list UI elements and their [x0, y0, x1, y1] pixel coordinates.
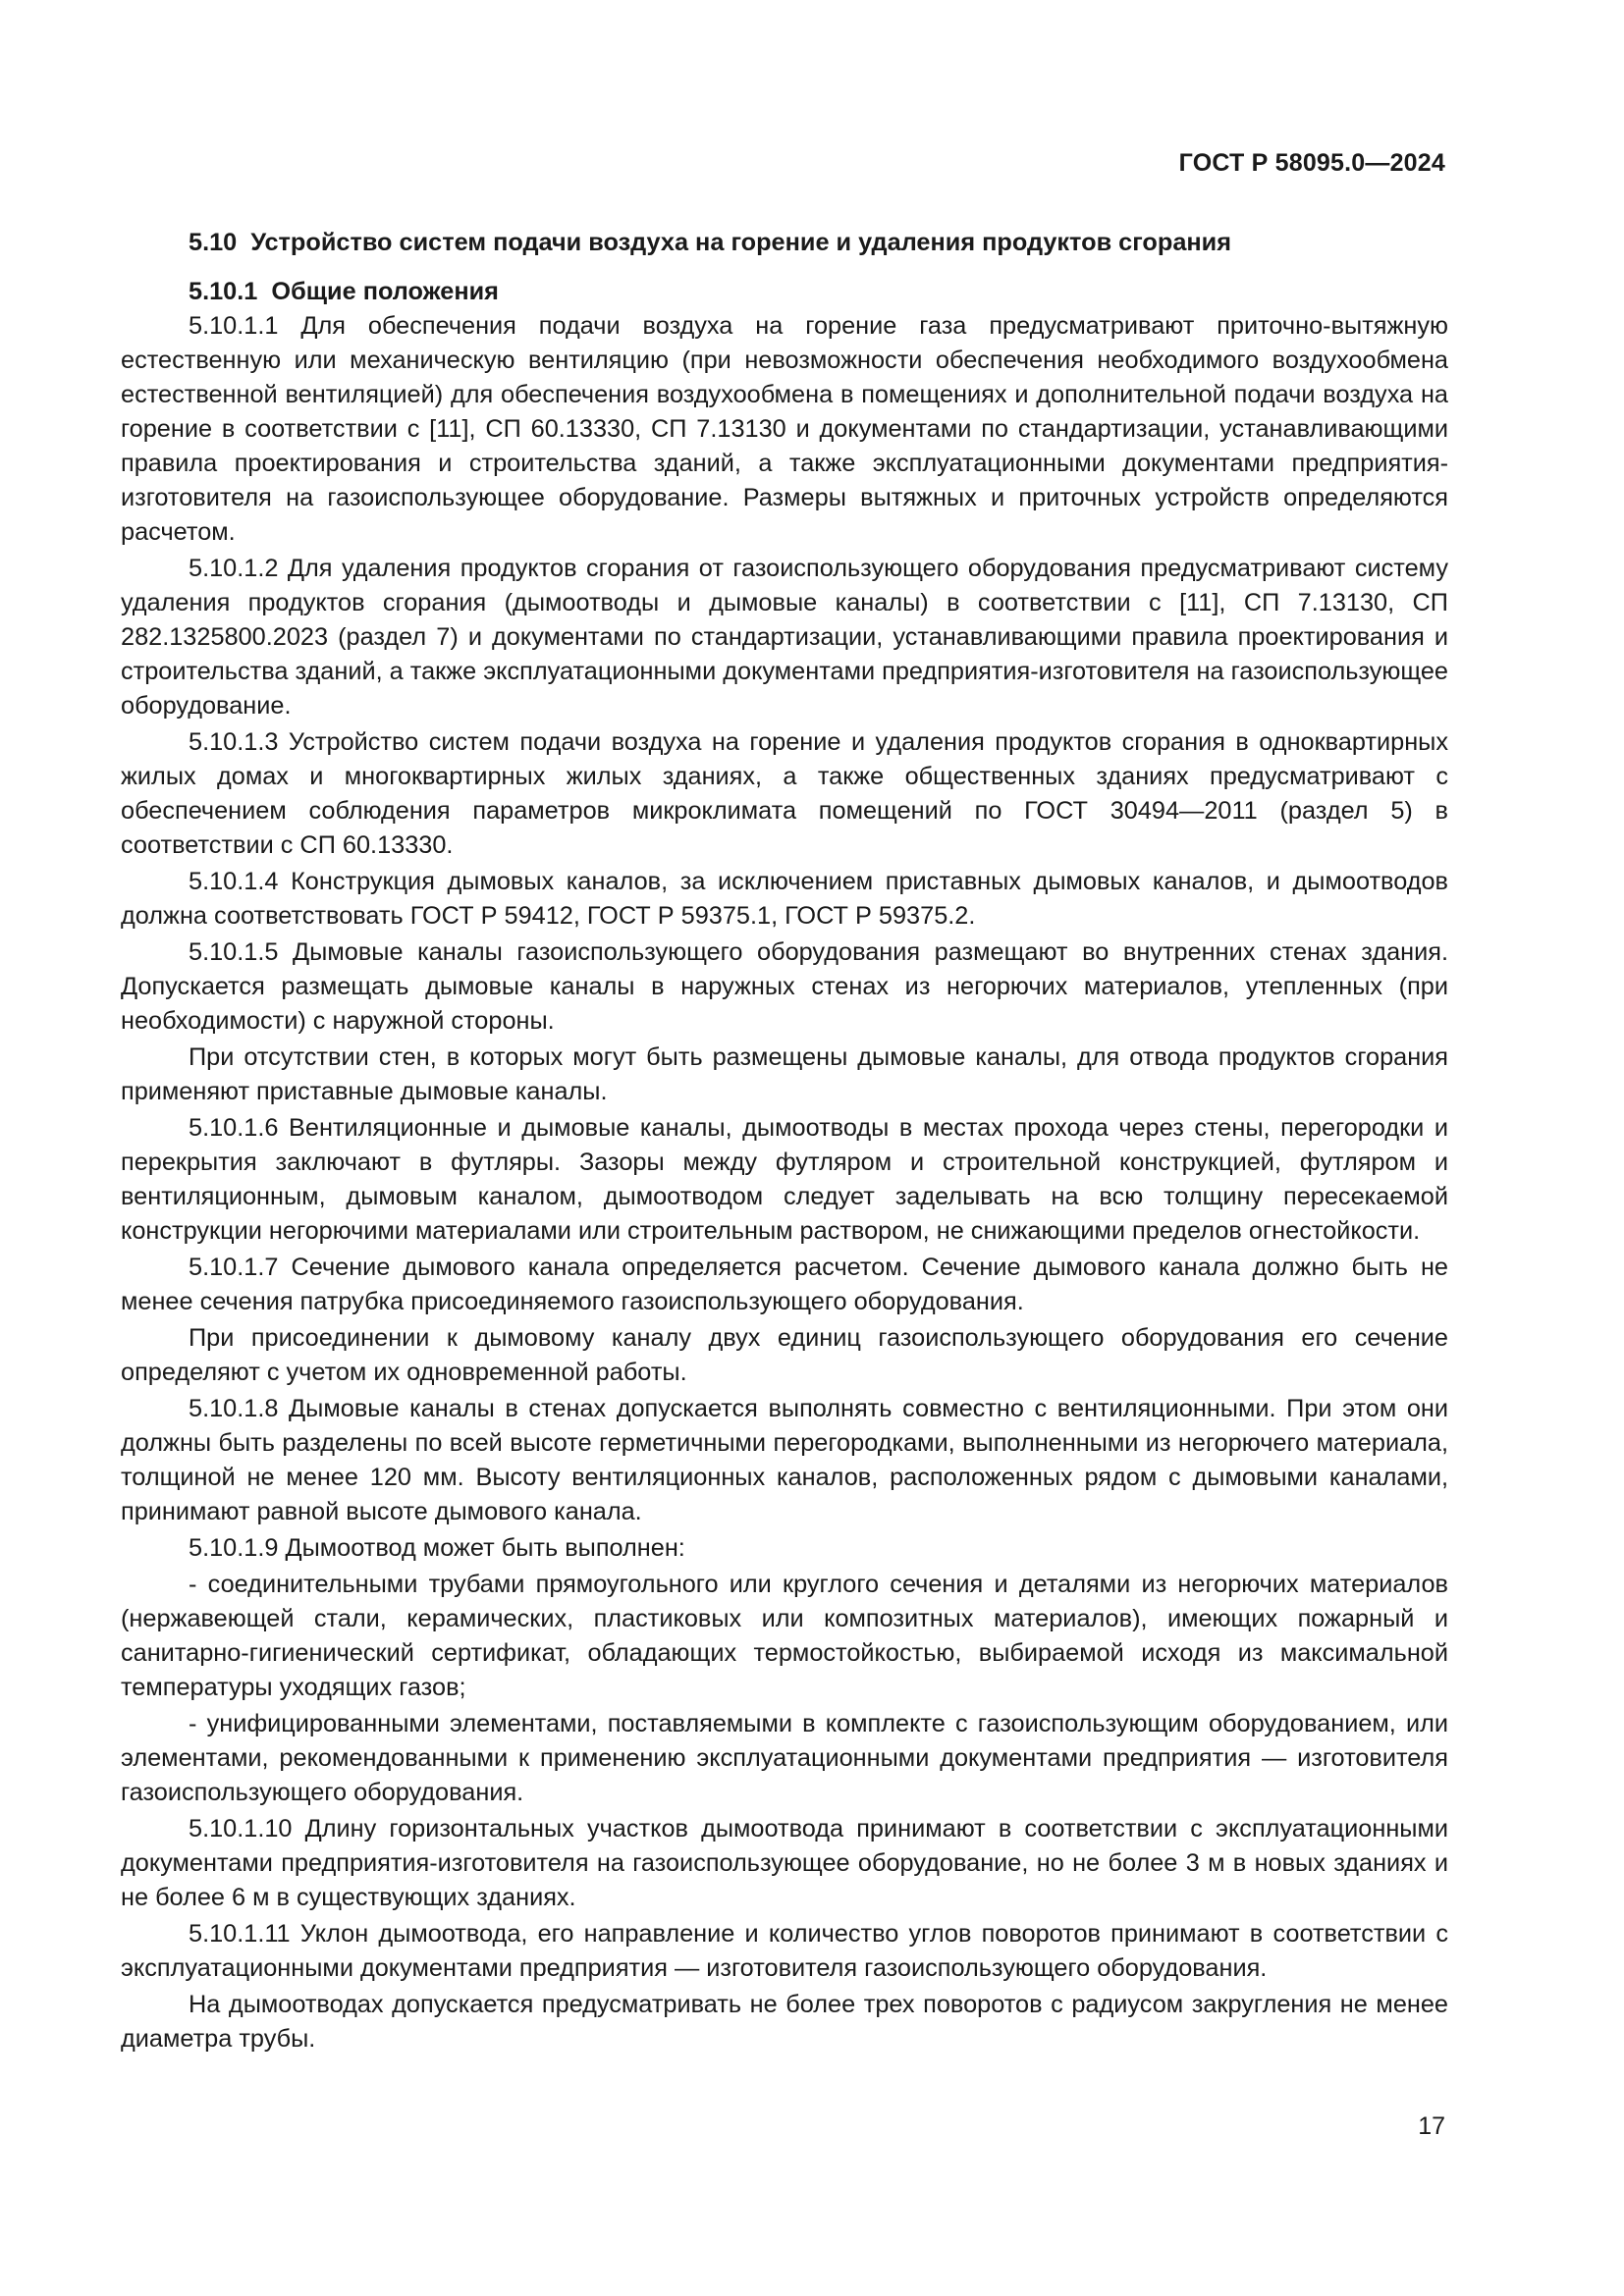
- section-heading: [121, 226, 1448, 260]
- paragraph-text: Устройство систем подачи воздуха на горение и удаления продуктов сгорания в одноквартирных жилых домах и многоквартирных жилых зданиях, а также общественных зданиях предусматривают с обеспечением соблюдения параметров микроклимата помещений по ГОСТ 30494—2011 (раздел 5) в соответствии с СП 60.13330.: [121, 728, 1448, 859]
- paragraph: [121, 1707, 1448, 1810]
- subsection-number: 5.10.1: [189, 278, 258, 305]
- paragraph-text: Дымовые каналы в стенах допускается выполнять совместно с вентиляционными. При этом они должны быть разделены по всей высоте герметичными перегородками, выполненными из негорючего материала, толщиной не менее 120 мм. Высоту вентиляционных каналов, расположенных рядом с дымовыми каналами, принимают равной высоте дымового канала.: [121, 1395, 1449, 1525]
- clause-number: 5.10.1.11: [189, 1920, 291, 1948]
- paragraph-text: При присоединении к дымовому каналу двух единиц газоиспользующего оборудования его сечение определяют с учетом их одновременной работы.: [121, 1324, 1448, 1386]
- paragraph: [121, 935, 1448, 1039]
- paragraph: [121, 1111, 1448, 1249]
- paragraph-text: Длину горизонтальных участков дымоотвода принимают в соответствии с эксплуатационными документами предприятия-изготовителя на газоиспользующее оборудование, но не более 3 м в новых зданиях и не более 6 м в существующих зданиях.: [121, 1815, 1448, 1911]
- clause-number: 5.10.1.9: [189, 1534, 279, 1562]
- clause-number: 5.10.1.1: [189, 312, 279, 340]
- document-code-header: ГОСТ Р 58095.0—2024: [1178, 149, 1445, 177]
- paragraph-text: Вентиляционные и дымовые каналы, дымоотводы в местах прохода через стены, перегородки и перекрытия заключают в футляры. Зазоры между футляром и строительной конструкцией, футляром и вентиляционным, дымовым каналом, дымоотводом следует заделывать на всю толщину пересекаемой конструкции негорючими материалами или строительным раствором, не снижающими пределов огнестойкости.: [121, 1114, 1449, 1245]
- section-title: Устройство систем подачи воздуха на горение и удаления продуктов сгорания: [250, 229, 1231, 256]
- clause-number: 5.10.1.4: [189, 868, 279, 895]
- paragraph: [121, 1041, 1448, 1109]
- paragraph: [121, 865, 1448, 934]
- subsection-heading: [121, 275, 1448, 309]
- paragraph-text: Дымовые каналы газоиспользующего оборудования размещают во внутренних стенах здания. Допускается размещать дымовые каналы в наружных стенах из негорючих материалов, утепленных (при необходимости) с наружной стороны.: [121, 938, 1448, 1035]
- paragraph-text: При отсутствии стен, в которых могут быть размещены дымовые каналы, для отвода продуктов сгорания применяют приставные дымовые каналы.: [121, 1043, 1448, 1105]
- paragraph: [121, 1568, 1448, 1705]
- paragraph: [121, 725, 1448, 863]
- paragraph: [121, 1531, 1448, 1566]
- paragraph-text: Уклон дымоотвода, его направление и количество углов поворотов принимают в соответствии с эксплуатационными документами предприятия — изготовителя газоиспользующего оборудования.: [121, 1920, 1449, 1982]
- subsection-title: Общие положения: [271, 278, 499, 305]
- paragraph: [121, 1812, 1448, 1915]
- clause-number: 5.10.1.8: [189, 1395, 279, 1422]
- paragraph: [121, 1251, 1448, 1319]
- document-body: [121, 226, 1448, 2058]
- paragraph-text: - унифицированными элементами, поставляемыми в комплекте с газоиспользующим оборудованием, или элементами, рекомендованными к применению эксплуатационными документами предприятия — изготовителя газоиспользующего оборудования.: [121, 1710, 1448, 1806]
- paragraph-text: Конструкция дымовых каналов, за исключением приставных дымовых каналов, и дымоотводов должна соответствовать ГОСТ Р 59412, ГОСТ Р 59375.1, ГОСТ Р 59375.2.: [121, 868, 1448, 930]
- clause-number: 5.10.1.10: [189, 1815, 293, 1842]
- paragraph-text: Сечение дымового канала определяется расчетом. Сечение дымового канала должно быть не менее сечения патрубка присоединяемого газоиспользующего оборудования.: [121, 1254, 1449, 1315]
- page-number: 17: [1418, 2112, 1445, 2140]
- clause-number: 5.10.1.7: [189, 1254, 279, 1281]
- paragraph-text: Для удаления продуктов сгорания от газоиспользующего оборудования предусматривают систему удаления продуктов сгорания (дымоотводы и дымовые каналы) в соответствии с [11], СП 7.13130, СП 282.1325800.2023 (раздел 7) и документами по стандартизации, устанавливающими правила проектирования и строительства зданий, а также эксплуатационными документами предприятия-изготовителя на газоиспользующее оборудование.: [121, 555, 1448, 720]
- paragraph-list: [121, 309, 1448, 2056]
- paragraph-text: - соединительными трубами прямоугольного или круглого сечения и деталями из негорючих материалов (нержавеющей стали, керамических, пластиковых или композитных материалов), имеющих пожарный и санитарно-гигиенический сертификат, обладающих термостойкостью, выбираемой исходя из максимальной температуры уходящих газов;: [121, 1571, 1448, 1701]
- clause-number: 5.10.1.3: [189, 728, 279, 756]
- clause-number: 5.10.1.5: [189, 938, 279, 966]
- paragraph: [121, 309, 1448, 550]
- paragraph-text: Дымоотвод может быть выполнен:: [285, 1534, 685, 1562]
- paragraph: [121, 1321, 1448, 1390]
- clause-number: 5.10.1.2: [189, 555, 279, 582]
- paragraph-text: Для обеспечения подачи воздуха на горение газа предусматривают приточно-вытяжную естественную или механическую вентиляцию (при невозможности обеспечения необходимого воздухообмена естественной вентиляцией) для обеспечения воздухообмена в помещениях и дополнительной подачи воздуха на горение в соответствии с [11], СП 60.13330, СП 7.13130 и документами по стандартизации, устанавливающими правила проектирования и строительства зданий, а также эксплуатационными документами предприятия-изготовителя на газоиспользующее оборудование. Размеры вытяжных и приточных устройств определяются расчетом.: [121, 312, 1448, 546]
- paragraph: [121, 1392, 1448, 1529]
- paragraph: [121, 1988, 1448, 2056]
- section-number: 5.10: [189, 229, 238, 256]
- paragraph: [121, 552, 1448, 723]
- paragraph: [121, 1917, 1448, 1986]
- paragraph-text: На дымоотводах допускается предусматривать не более трех поворотов с радиусом закругления не менее диаметра трубы.: [121, 1991, 1448, 2053]
- clause-number: 5.10.1.6: [189, 1114, 279, 1142]
